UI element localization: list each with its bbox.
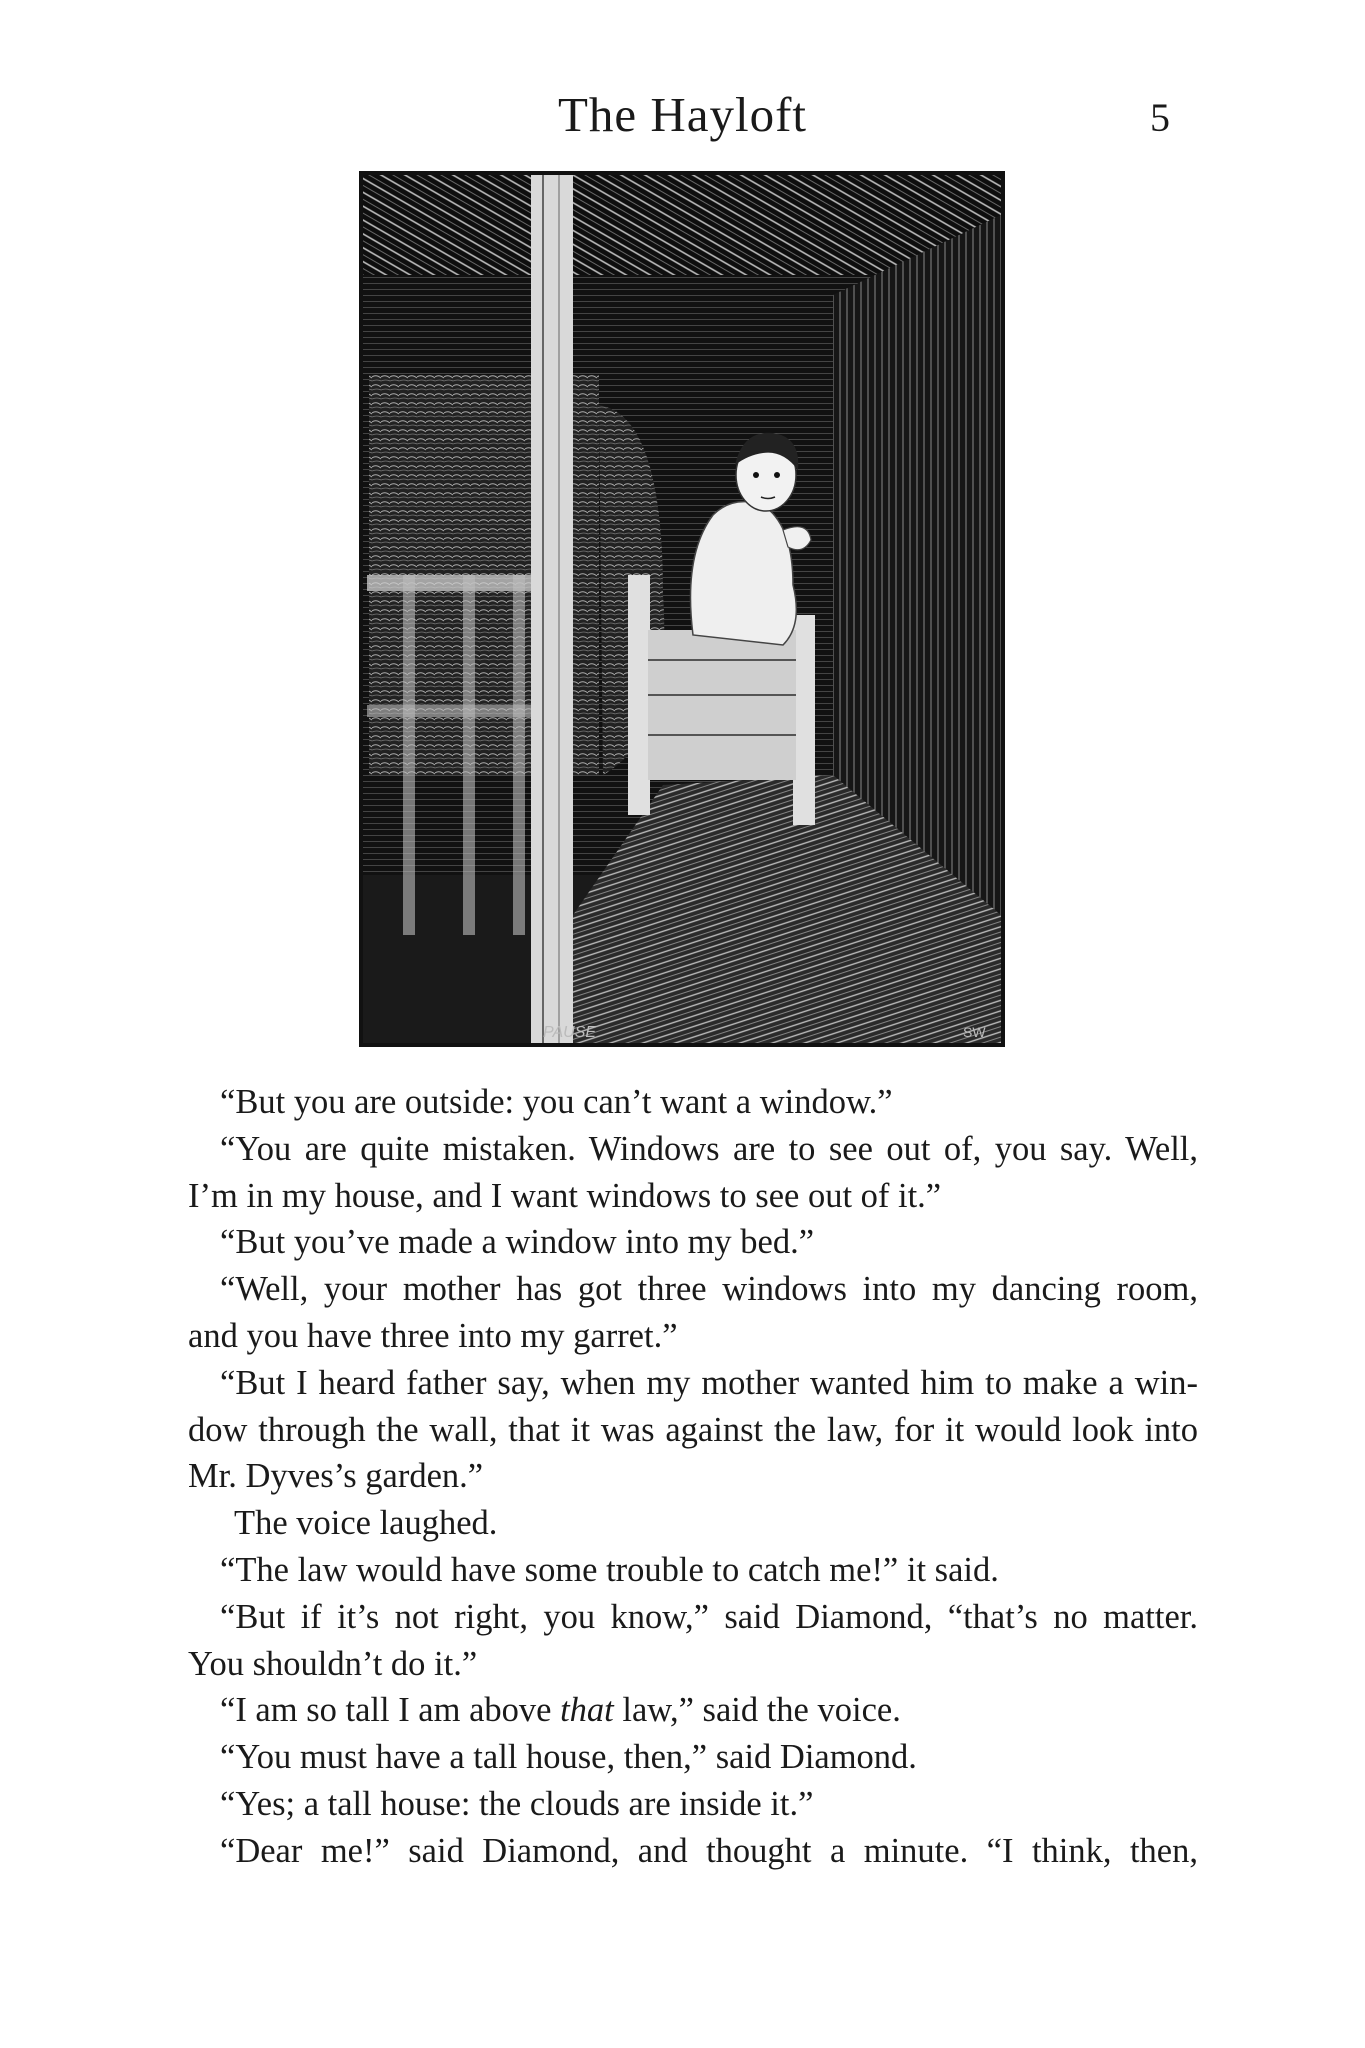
text-run: law,” said the voice. bbox=[613, 1691, 901, 1730]
text-line: “You must have a tall house, then,” said Diamond. bbox=[220, 1738, 917, 1777]
paragraph-continued bbox=[188, 1407, 1198, 1454]
paragraph bbox=[188, 1126, 1198, 1173]
page-title: The Hayloft bbox=[557, 87, 808, 142]
text-line: “But you’ve made a window into my bed.” bbox=[220, 1223, 815, 1262]
paragraph-continued bbox=[188, 1641, 1198, 1688]
text-line-with-italic bbox=[188, 1687, 1198, 1734]
paragraph-continued bbox=[188, 1453, 1198, 1500]
page-number: 5 bbox=[1150, 95, 1170, 140]
text-line: “Well, your mother has got three windows into my dancing room, bbox=[220, 1270, 1198, 1309]
text-line: Mr. Dyves’s garden.” bbox=[188, 1457, 484, 1496]
paragraph bbox=[188, 1079, 1198, 1126]
paragraph bbox=[188, 1687, 1198, 1734]
text-line: “But if it’s not right, you know,” said Diamond, “that’s no matter. bbox=[220, 1597, 1198, 1636]
paragraph bbox=[188, 1500, 1198, 1547]
text-run: “I am so tall I am above bbox=[220, 1691, 561, 1730]
text-line: You shouldn’t do it.” bbox=[188, 1644, 478, 1683]
italic-word: that bbox=[560, 1691, 614, 1730]
text-line: “But I heard father say, when my mother wanted him to make a win- bbox=[220, 1363, 1198, 1402]
paragraph-continued bbox=[188, 1313, 1198, 1360]
text-line: and you have three into my garret.” bbox=[188, 1316, 678, 1355]
artist-signature: PAUSE bbox=[543, 1024, 597, 1041]
text-line: The voice laughed. bbox=[234, 1504, 498, 1543]
hayloft-engraving bbox=[363, 175, 1001, 1043]
paragraph-continued bbox=[188, 1173, 1198, 1220]
body-text bbox=[188, 1079, 1198, 1875]
engraver-signature: SW bbox=[963, 1024, 986, 1040]
text-line: dow through the wall, that it was against the law, for it would look into bbox=[188, 1410, 1198, 1449]
text-line: “The law would have some trouble to catch me!” it said. bbox=[220, 1550, 999, 1589]
paragraph bbox=[188, 1828, 1198, 1875]
text-line: “Dear me!” said Diamond, and thought a minute. “I think, then, bbox=[220, 1831, 1198, 1870]
paragraph bbox=[188, 1781, 1198, 1828]
text-line: I’m in my house, and I want windows to see out of it.” bbox=[188, 1176, 942, 1215]
paragraph bbox=[188, 1266, 1198, 1313]
paragraph bbox=[188, 1547, 1198, 1594]
paragraph bbox=[188, 1734, 1198, 1781]
running-head bbox=[0, 86, 1365, 146]
paragraph bbox=[188, 1594, 1198, 1641]
text-line: “Yes; a tall house: the clouds are inside it.” bbox=[220, 1784, 814, 1823]
engraving-illustration bbox=[359, 171, 1005, 1047]
text-line: “You are quite mistaken. Windows are to see out of, you say. Well, bbox=[220, 1129, 1198, 1168]
paragraph bbox=[188, 1219, 1198, 1266]
text-line: “But you are outside: you can’t want a window.” bbox=[220, 1083, 893, 1121]
paragraph bbox=[188, 1360, 1198, 1407]
